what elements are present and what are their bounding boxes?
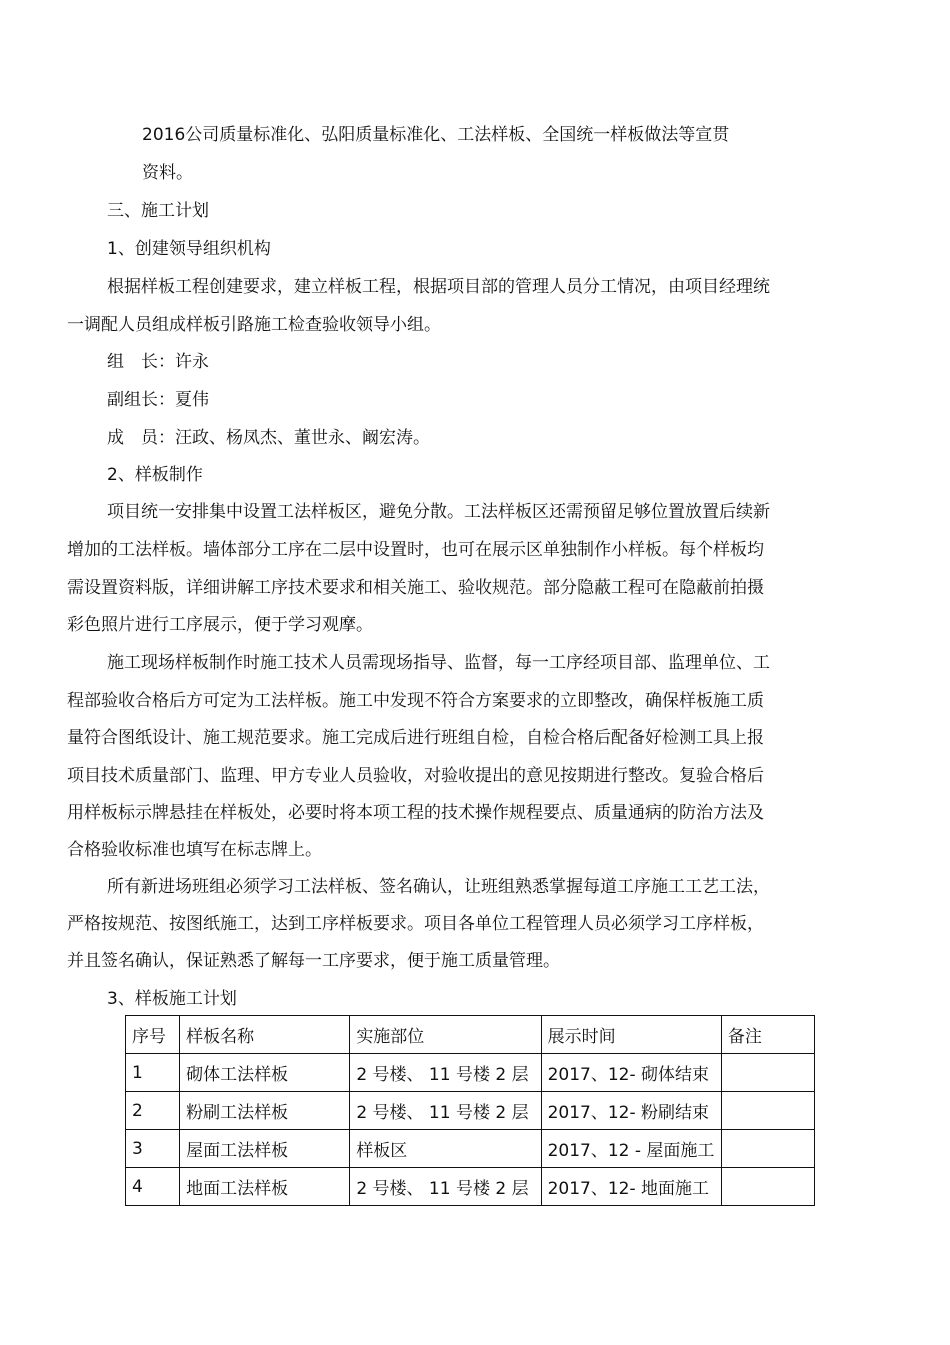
- cell-index: 4: [126, 1168, 180, 1206]
- cell-name: 砌体工法样板: [180, 1054, 350, 1092]
- cell-location: 2 号楼、 11 号楼 2 层: [350, 1054, 541, 1092]
- paragraph-2-line-1: 项目统一安排集中设置工法样板区，避免分散。工法样板区还需预留足够位置放置后续新: [107, 502, 770, 522]
- subsection-heading-1: 1、创建领导组织机构: [107, 239, 271, 259]
- header-cell-index: 序号: [126, 1016, 180, 1054]
- table-row: [126, 1054, 815, 1092]
- paragraph-2-line-4: 彩色照片进行工序展示，便于学习观摩。: [67, 615, 373, 635]
- paragraph-3-line-4: 项目技术质量部门、监理、甲方专业人员验收，对验收提出的意见按期进行整改。复验合格后: [67, 766, 764, 786]
- cell-remarks: [721, 1168, 814, 1206]
- cell-time: 2017、12- 砌体结束: [541, 1054, 721, 1092]
- cell-name: 粉刷工法样板: [180, 1092, 350, 1130]
- header-cell-name: 样板名称: [180, 1016, 350, 1054]
- cell-name: 地面工法样板: [180, 1168, 350, 1206]
- intro-line-2: 资料。: [142, 163, 193, 183]
- paragraph-2-line-3: 需设置资料版，详细讲解工序技术要求和相关施工、验收规范。部分隐蔽工程可在隐蔽前拍摄: [67, 578, 764, 598]
- paragraph-3-line-5: 用样板标示牌悬挂在样板处，必要时将本项工程的技术操作规程要点、质量通病的防治方法及: [67, 803, 764, 823]
- cell-location: 2 号楼、 11 号楼 2 层: [350, 1168, 541, 1206]
- vice-leader-line: 副组长：夏伟: [107, 390, 209, 410]
- cell-remarks: [721, 1054, 814, 1092]
- paragraph-4-line-2: 严格按规范、按图纸施工，达到工序样板要求。项目各单位工程管理人员必须学习工序样板，: [67, 914, 764, 934]
- table-row: [126, 1130, 815, 1168]
- paragraph-3-line-2: 程部验收合格后方可定为工法样板。施工中发现不符合方案要求的立即整改，确保样板施工质: [67, 691, 764, 711]
- paragraph-1-line-2: 一调配人员组成样板引路施工检查验收领导小组。: [67, 315, 441, 335]
- intro-line-1: 2016公司质量标准化、弘阳质量标准化、工法样板、全国统一样板做法等宣贯: [142, 125, 730, 145]
- leader-line: 组 长：许永: [107, 352, 209, 372]
- cell-location: 样板区: [350, 1130, 541, 1168]
- cell-index: 1: [126, 1054, 180, 1092]
- paragraph-2-line-2: 增加的工法样板。墙体部分工序在二层中设置时，也可在展示区单独制作小样板。每个样板均: [67, 540, 764, 560]
- paragraph-3-line-6: 合格验收标准也填写在标志牌上。: [67, 840, 322, 860]
- paragraph-4-line-3: 并且签名确认，保证熟悉了解每一工序要求，便于施工质量管理。: [67, 951, 560, 971]
- cell-time: 2017、12- 粉刷结束: [541, 1092, 721, 1130]
- subsection-heading-3: 3、样板施工计划: [107, 989, 237, 1009]
- paragraph-3-line-3: 量符合图纸设计、施工规范要求。施工完成后进行班组自检，自检合格后配备好检测工具上报: [67, 728, 764, 748]
- sample-plan-table: [125, 1015, 815, 1206]
- paragraph-1-line-1: 根据样板工程创建要求，建立样板工程，根据项目部的管理人员分工情况，由项目经理统: [107, 277, 770, 297]
- paragraph-3-line-1: 施工现场样板制作时施工技术人员需现场指导、监督，每一工序经项目部、监理单位、工: [107, 653, 770, 673]
- cell-index: 2: [126, 1092, 180, 1130]
- cell-name: 屋面工法样板: [180, 1130, 350, 1168]
- cell-remarks: [721, 1130, 814, 1168]
- members-line: 成 员：汪政、杨凤杰、董世永、阚宏涛。: [107, 428, 430, 448]
- paragraph-4-line-1: 所有新进场班组必须学习工法样板、签名确认，让班组熟悉掌握每道工序施工工艺工法，: [107, 877, 770, 897]
- header-cell-time: 展示时间: [541, 1016, 721, 1054]
- cell-time: 2017、12 - 屋面施工: [541, 1130, 721, 1168]
- cell-time: 2017、12- 地面施工: [541, 1168, 721, 1206]
- cell-remarks: [721, 1092, 814, 1130]
- table-row: [126, 1092, 815, 1130]
- table-header-row: [126, 1016, 815, 1054]
- cell-index: 3: [126, 1130, 180, 1168]
- subsection-heading-2: 2、样板制作: [107, 465, 203, 485]
- cell-location: 2 号楼、 11 号楼 2 层: [350, 1092, 541, 1130]
- header-cell-remarks: 备注: [721, 1016, 814, 1054]
- header-cell-location: 实施部位: [350, 1016, 541, 1054]
- section-heading: 三、施工计划: [107, 201, 209, 221]
- table-row: [126, 1168, 815, 1206]
